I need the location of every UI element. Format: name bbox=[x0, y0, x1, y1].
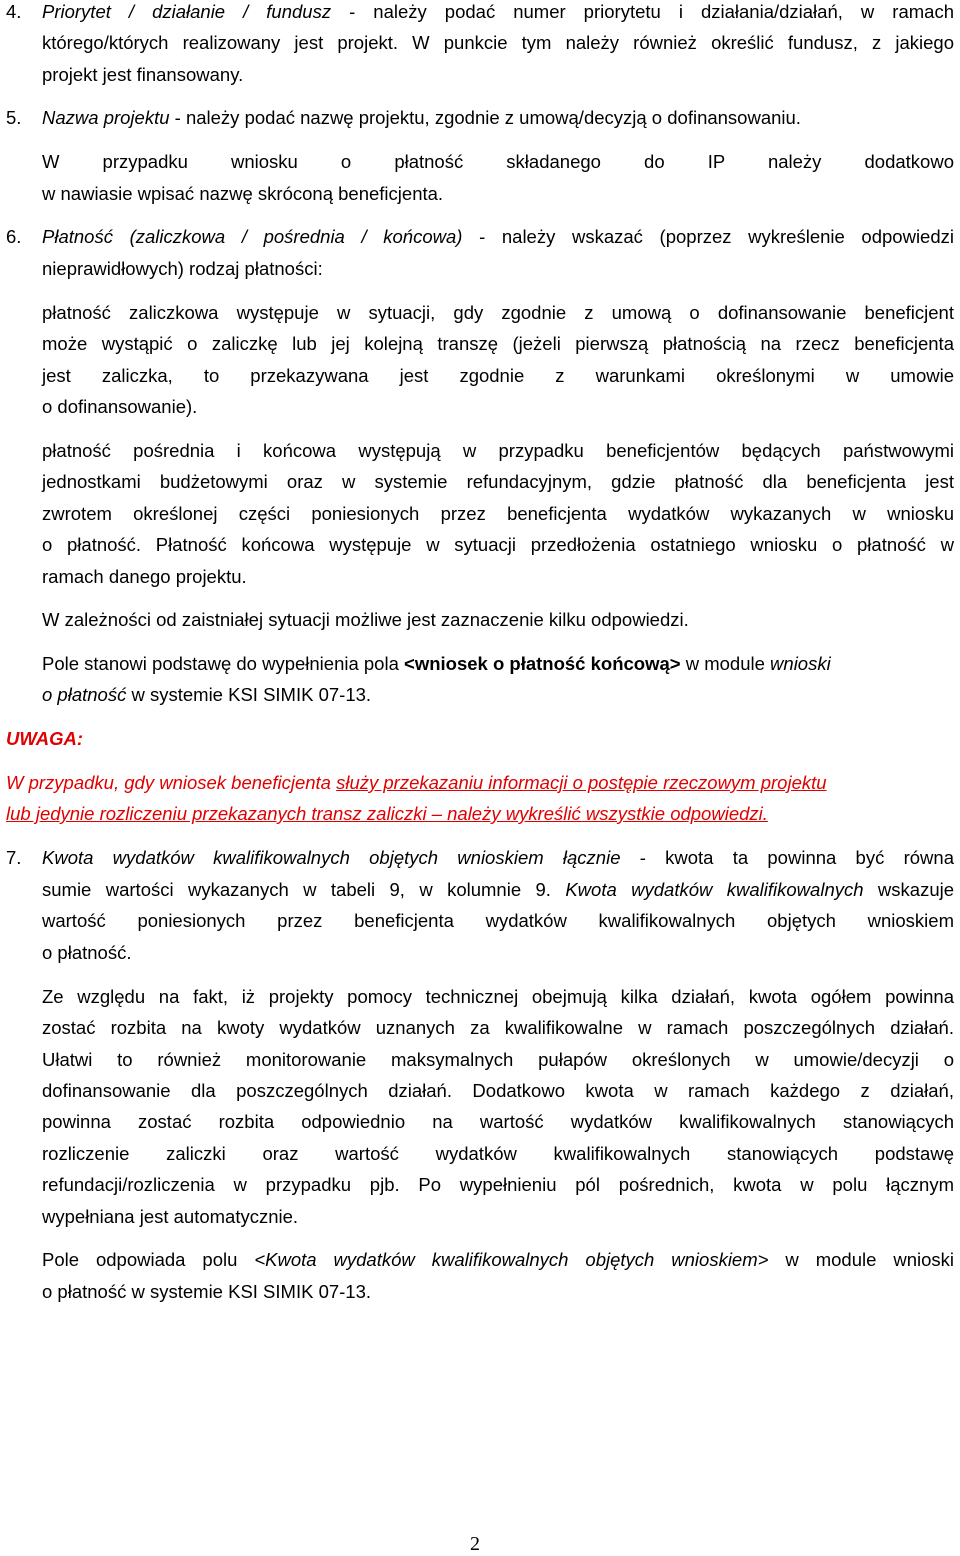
item-number: 7. bbox=[6, 847, 22, 868]
text-line: ramach danego projektu. bbox=[42, 566, 247, 587]
text-line: Ze względu na fakt, iż projekty pomocy technicznej obejmują kilka działań, kwota ogółem powinna bbox=[42, 986, 954, 1007]
text-line: Kwota wydatków kwalifikowalnych objętych wnioskiem łącznie - kwota ta powinna być równa bbox=[42, 847, 954, 868]
text-line: Priorytet / działanie / fundusz - należy podać numer priorytetu i działania/działań, w ramach bbox=[42, 1, 954, 22]
text-line: Pole stanowi podstawę do wypełnienia pola <wniosek o płatność końcową> w module wnioski bbox=[42, 653, 831, 674]
text-line: nieprawidłowych) rodzaj płatności: bbox=[42, 258, 323, 279]
text-line: o płatność. bbox=[42, 942, 132, 963]
text-line: zwrotem określonej części poniesionych przez beneficjenta wydatków wykazanych w wniosku bbox=[42, 503, 954, 524]
text-line: zostać rozbita na kwoty wydatków uznanych za kwalifikowalne w ramach poszczególnych działań. bbox=[42, 1017, 954, 1038]
text-line: W przypadku wniosku o płatność składanego do IP należy dodatkowo bbox=[42, 151, 954, 172]
text-line: rozliczenie zaliczki oraz wartość wydatków kwalifikowalnych stanowiących podstawę bbox=[42, 1143, 954, 1164]
text-line: Płatność (zaliczkowa / pośrednia / końcowa) - należy wskazać (poprzez wykreślenie odpowiedzi bbox=[42, 226, 954, 247]
text-line: lub jedynie rozliczeniu przekazanych transz zaliczki – należy wykreślić wszystkie odpowiedzi. bbox=[6, 803, 768, 824]
text-line: może wystąpić o zaliczkę lub jej kolejną transzę (jeżeli pierwszą płatnością na rzecz beneficjenta bbox=[42, 333, 954, 354]
paragraph-zaleznosc: W zależności od zaistniałej sytuacji możliwe jest zaznaczenie kilku odpowiedzi. bbox=[42, 609, 689, 630]
text-line: o płatność. Płatność końcowa występuje w sytuacji przedłożenia ostatniego wniosku o płatność w bbox=[42, 534, 954, 555]
text-line: wartość poniesionych przez beneficjenta wydatków kwalifikowalnych objętych wnioskiem bbox=[42, 910, 954, 931]
text-line: W przypadku, gdy wniosek beneficjenta służy przekazaniu informacji o postępie rzeczowym projektu bbox=[6, 772, 827, 793]
text-line: wypełniana jest automatycznie. bbox=[42, 1206, 299, 1227]
text-line: refundacji/rozliczenia w przypadku pjb. Po wypełnieniu pól pośrednich, kwota w polu łącznym bbox=[42, 1174, 954, 1195]
text-line: płatność pośrednia i końcowa występują w przypadku beneficjentów będących państwowymi bbox=[42, 440, 954, 461]
text-line: powinna zostać rozbita odpowiednio na wartość wydatków kwalifikowalnych stanowiących bbox=[42, 1111, 954, 1132]
text-line: Ułatwi to również monitorowanie maksymalnych pułapów określonych w umowie/decyzji o bbox=[42, 1049, 954, 1070]
text-line: sumie wartości wykazanych w tabeli 9, w kolumnie 9. Kwota wydatków kwalifikowalnych wskazuje bbox=[42, 879, 955, 900]
text-line: dofinansowanie dla poszczególnych działań. Dodatkowo kwota w ramach każdego z działań, bbox=[42, 1080, 954, 1101]
text-line: jednostkami budżetowymi oraz w systemie refundacyjnym, gdzie płatność dla beneficjenta jest bbox=[42, 471, 954, 492]
text-line: którego/których realizowany jest projekt. W punkcie tym należy również określić fundusz, z jakiego bbox=[42, 32, 954, 53]
text-line: Nazwa projektu - należy podać nazwę projektu, zgodnie z umową/decyzją o dofinansowaniu. bbox=[42, 107, 801, 128]
text-line: płatność zaliczkowa występuje w sytuacji, gdy zgodnie z umową o dofinansowanie beneficjent bbox=[42, 302, 954, 323]
text-line: o płatność w systemie KSI SIMIK 07-13. bbox=[42, 684, 372, 705]
item-number: 4. bbox=[6, 1, 22, 22]
text-line: jest zaliczka, to przekazywana jest zgodnie z warunkami określonymi w umowie bbox=[42, 365, 954, 386]
text-line: o dofinansowanie). bbox=[42, 396, 198, 417]
text-line: Pole odpowiada polu <Kwota wydatków kwalifikowalnych objętych wnioskiem> w module wnioski bbox=[42, 1249, 954, 1270]
text-line: o płatność w systemie KSI SIMIK 07-13. bbox=[42, 1281, 372, 1302]
text-line: projekt jest finansowany. bbox=[42, 64, 244, 85]
page-number: 2 bbox=[470, 1533, 480, 1555]
text-line: w nawiasie wpisać nazwę skróconą beneficjenta. bbox=[42, 183, 444, 204]
item-number: 6. bbox=[6, 226, 22, 247]
uwaga-heading: UWAGA: bbox=[6, 728, 84, 749]
item-number: 5. bbox=[6, 107, 22, 128]
